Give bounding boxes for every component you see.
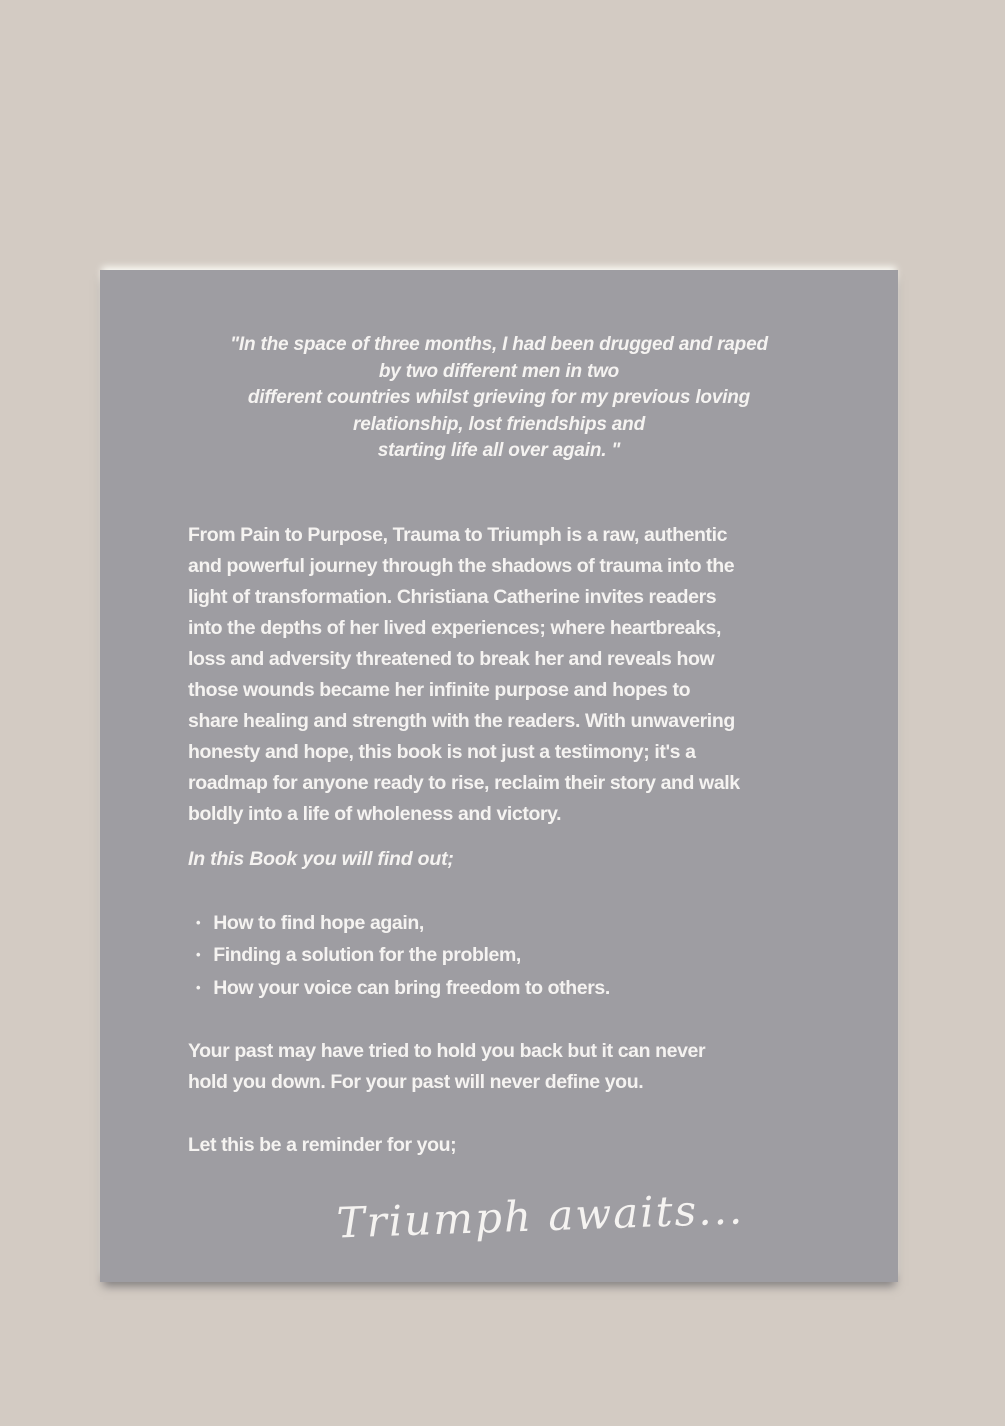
synopsis-line: boldly into a life of wholeness and victory. <box>188 802 562 825</box>
quote-line: different countries whilst grieving for my previous loving <box>247 387 751 408</box>
quote-line: starting life all over again. " <box>377 440 621 461</box>
quote-line: relationship, lost friendships and <box>353 413 645 435</box>
closing-line: Your past may have tried to hold you back but it can never <box>188 1040 706 1062</box>
quote-line: "In the space of three months, I had been drugged and raped <box>230 334 768 355</box>
bullet-list <box>188 907 810 1005</box>
bullet-text: How your voice can bring freedom to others. <box>213 976 610 999</box>
synopsis-line: roadmap for anyone ready to rise, reclaim their story and walk <box>188 771 740 794</box>
synopsis-line: those wounds became her infinite purpose and hopes to <box>188 678 691 701</box>
list-item <box>196 907 810 940</box>
reminder-line: Let this be a reminder for you; <box>188 1134 457 1156</box>
closing-line: hold you down. For your past will never define you. <box>188 1071 644 1093</box>
synopsis-line: and powerful journey through the shadows of trauma into the <box>188 554 735 577</box>
signature-script-text: Triumph awaits... <box>335 1184 745 1248</box>
synopsis-line: light of transformation. Christiana Catherine invites readers <box>188 585 717 608</box>
bullet-icon: • <box>196 947 201 962</box>
quote-line: by two different men in two <box>378 360 620 382</box>
list-item <box>196 939 810 972</box>
synopsis-line: share healing and strength with the readers. With unwavering <box>188 709 735 732</box>
closing-paragraph <box>188 1036 810 1098</box>
bullet-text: Finding a solution for the problem, <box>213 944 521 966</box>
find-out-heading: In this Book you will find out; <box>188 847 454 870</box>
synopsis-line: loss and adversity threatened to break her and reveals how <box>188 647 715 670</box>
bullet-text: How to find hope again, <box>213 911 424 934</box>
synopsis-line: into the depths of her lived experiences; where heartbreaks, <box>188 616 722 639</box>
bullet-icon: • <box>196 979 201 995</box>
back-cover-panel <box>100 270 898 1282</box>
pull-quote <box>188 332 810 465</box>
synopsis-paragraph <box>188 520 810 830</box>
synopsis-line: honesty and hope, this book is not just a testimony; it's a <box>188 740 696 763</box>
synopsis-line: From Pain to Purpose, Trauma to Triumph is a raw, authentic <box>188 523 728 546</box>
bullet-icon: • <box>196 914 201 930</box>
list-item <box>196 972 810 1005</box>
